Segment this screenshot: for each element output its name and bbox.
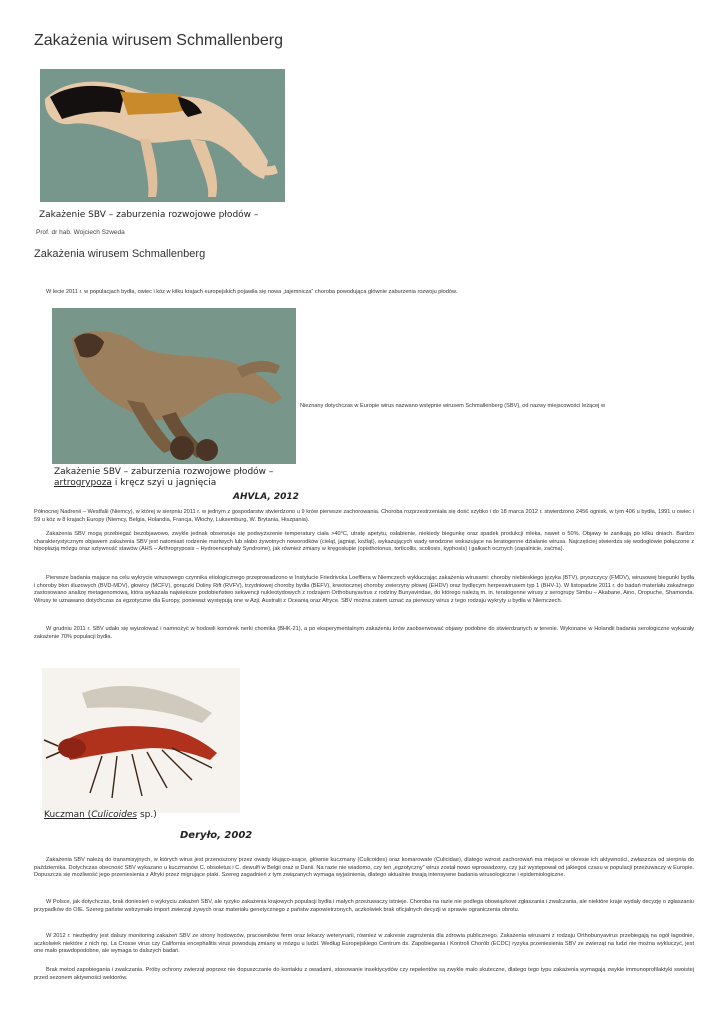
paragraph-3: Pierwsze badania mające na celu wykrycie wirusowego czynnika etiologicznego przeprowadzono w Instytucie Friedrivcka Loefflera w Niemczech wykluczając zakażenia wirusami: choroby niebieskiego języka (BTV), pryszczycy (FMDV), wirusowej biegunki bydła i choroby błon śluzowych (BVD-MDV), głowicy (MCFV), gorączki Doliny Rift (RVFV), trzydniowej choroby bydła (BEFV), krwotocznej choroby zwierzyny płowej (EHDV) oraz bydlęcym herpeswirusem typ 1 (BHV-1). W listopadzie 2011 r. do badań materiału zakaźnego zastosowano analizę metagenomową, która wykazała największe podobieństwo sekwencji nukleotydowych z rodzajem Orthobunyavirus z rodziny Bunyaviridae, do którego należą m. in. teratogenne wirusy z serogrupy Simbu – Akabane, Aino, Oropuche, Shamonda. Wirusy te uznawano dotychczas za egzotyczne dla Europy, ponieważ występują one w Azji, Australii z Oceanią oraz Afryce. SBV można zatem uznać za pierwszy wirus z tego rodzaju wykryty u bydła w Niemczech.: [34, 575, 694, 604]
figure3-caption: [44, 810, 157, 820]
paragraph-7: W 2012 r. niezbędny jest dalszy monitoring zakażeń SBV ze strony hodowców, pracowników ferm oraz lekarzy weterynarii, również w zakresie zagrożenia dla zdrowia publicznego. Zakażenia wirusami z rodzaju Orthobunyavirus przebiegają na ogół łagodnie, aczkolwiek niektóre z nich np. La Crosse virus czy California encephalitis virus powodują zmiany w mózgu u ludzi. Według Europejskiego Centrum ds. Zapobiegania i Kontroli Chorób (ECDC) ryzyka przeniesienia SBV ze zwierząt na ludzi nie można wykluczyć, jest one mało prawdopodobne, ale wymaga to dalszych badań.: [34, 933, 694, 955]
fetus-photo-1: [40, 69, 285, 202]
paragraph-4: W grudniu 2011 r. SBV udało się wyizolować i namnożyć w hodowli komórek nerki chomika (BHK-21), a po eksperymentalnym zakażeniu krów zaobserwować objawy podobne do stwierdzanych w terenie. Wykonane w Holandii badania serologiczne wykazały zakażenie 70% populacji bydła.: [34, 626, 694, 640]
figure2-side-text: Nieznany dotychczas w Europie wirus nazwano wstępnie wirusem Schmallenberg (SBV), od nazwy miejscowości leżącej w: [300, 403, 605, 409]
section-title: Zakażenia wirusem Schmallenberg: [34, 248, 206, 260]
arthrogryposis-link[interactable]: artrogrypoza: [54, 478, 112, 488]
figure3-caption-prefix: Kuczman (: [44, 810, 92, 820]
page-title: Zakażenia wirusem Schmallenberg: [34, 32, 283, 49]
intro-paragraph: W lecie 2011 r. w populacjach bydła, owiec i kóz w kilku krajach europejskich pojawiła się nowa „tajemnicza” choroba powodująca głównie zaburzenia rozwoju płodów.: [46, 289, 458, 295]
figure3-credit: Deryło, 2002: [180, 830, 253, 841]
midge-photo: [42, 668, 240, 813]
figure-fetus-photo: [40, 69, 285, 202]
figure3-caption-suffix: sp.): [137, 810, 157, 820]
paragraph-1: Północnej Nadrenii – Westfalii (Niemcy), w której w sierpniu 2011 r. w jednym z gospodarstw stwierdzono u 9 krów pierwsze zachorowania. Choroba rozprzestrzeniała się dość szybko i do 18 marca 2012 r. stwierdzono 2456 ognisk, w tym 406 u bydła, 1991 u owiec i 59 u kóz w 8 krajach Europy (Niemcy, Belgia, Holandia, Francja, Włochy, Luksemburg, W. Brytania, Hiszpania).: [34, 509, 694, 523]
figure3-caption-italic: Culicoides: [91, 810, 138, 820]
figure2-caption: [54, 467, 273, 489]
paragraph-2: Zakażenia SBV mogą przebiegać bezobjawowo, zwykle jednak obserwuje się podwyższenie temperatury ciała >40°C, utratę apetytu, osłabienie, niekiedy biegunkę oraz spadek produkcji mleka, nawet o 50%. Objawy te zanikają po kilku dniach. Bardzo charakterystycznym objawem zakażenia SBV jest natomiast rodzenie martwych lub słabo żywotnych noworodków (cieląt, jagniąt, koźląt), wykazujących wady wrodzone wskazujące na teratogenne działanie wirusa. Najczęściej stwierdza się wodogłowie połączone z hipoplazją mózgu oraz sztywność stawów (AHS – Arthrogryposis – Hydroencephaly Syndrome), jak również zmiany w kręgosłupie (opisthotonus, torticollis, scoliosis, kyphosis) i gałkach ocznych (zapalnicie, zaćma).: [34, 531, 694, 553]
figure2-caption-line2: [54, 478, 273, 489]
figure-midge-photo: [42, 668, 240, 813]
figure2-credit: AHVLA, 2012: [233, 492, 299, 502]
figure-lamb-photo: [52, 308, 296, 464]
paragraph-5: Zakażenia SBV należą do transmisyjnych, w których wirus jest przenoszony przez owady kłująco-ssące, głównie kuczmany (Culicoides) oraz komarowate (Culicidae), dlatego wzrost zachorowań ma miejsce w okresie ich aktywności, zwłaszcza od sierpnia do października. Dotychczas obecność SBV wykazano u kuczmanów C. obsoletus i C. dewulfi w Belgii oraz w Danii. Na razie nie wiadomo, czy ten „egzotyczny” wirus został nowo wprowadzony, czy już występował od jakiegoś czasu w populacji przeżuwaczy w Europie. Dopuszcza się możliwość jego przeniesienia z Afryki przez migrujące ptaki. Szereg zagadnień z tym związanych wymaga wyjaśnienia, dlatego aktualnie trwają intensywne badania wirusologiczne i epidemiologiczne.: [34, 857, 694, 879]
paragraph-6: W Polsce, jak dotychczas, brak doniesień o wykryciu zakażeń SBV, ale ryzyko zakażenia krajowych populacji bydła i małych przeżuwaczy istnieje. Choroba na razie nie podlega obowiązkowi zgłaszania i zwalczania, ale niektóre kraje wydały decyzję o zgłaszaniu przypadków do OIE. Szereg państw wstrzymało import zwierząt żywych oraz materiału genetycznego z państw zapowietrzonych, aczkolwiek brak oficjalnych decyzji w sprawie ograniczenia obrotu.: [34, 899, 694, 913]
author: Prof. dr hab. Wojciech Szweda: [36, 229, 125, 236]
paragraph-8: Brak metod zapobiegania i zwalczania. Próby ochrony zwierząt poprzez nie dopuszczanie do kontaktu z owadami, stosowanie insektycydów czy repelentów są zwykle mało skuteczne, dlatego tego typu zakażenia wymagają zwykle immunoprofilaktyki swoistej przed sezonem aktywności wektorów.: [34, 967, 694, 981]
figure1-caption: Zakażenie SBV – zaburzenia rozwojowe płodów –: [39, 210, 259, 220]
figure2-caption-line1: Zakażenie SBV – zaburzenia rozwojowe płodów –: [54, 467, 274, 477]
figure2-caption-rest: i kręcz szyi u jagnięcia: [111, 478, 217, 488]
lamb-photo: [52, 308, 296, 464]
